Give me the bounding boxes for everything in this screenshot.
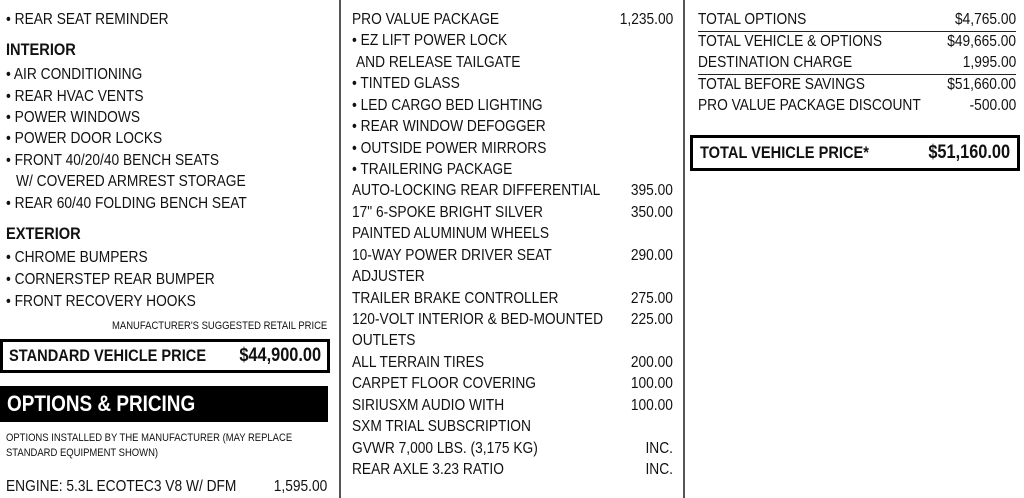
total-price-box	[690, 135, 1020, 171]
equipment-item	[6, 129, 188, 149]
option-name: SXM TRIAL SUBSCRIPTION	[352, 418, 531, 436]
equipment-item	[6, 270, 249, 290]
option-row	[352, 353, 673, 373]
option-name: TRAILER BRAKE CONTROLLER	[352, 289, 559, 307]
option-price: 275.00	[630, 289, 673, 307]
option-row	[352, 74, 673, 94]
option-name: 17" 6-SPOKE BRIGHT SILVER	[352, 203, 543, 221]
option-row	[352, 310, 673, 330]
standard-price-value: $44,900.00	[239, 345, 321, 366]
total-label: PRO VALUE PACKAGE DISCOUNT	[698, 97, 921, 114]
engine-option-row: ENGINE: 5.3L ECOTEC3 V8 W/ DFM 1,595.00	[6, 478, 327, 495]
option-price: INC.	[645, 439, 673, 457]
equipment-item	[16, 172, 283, 192]
option-name: • EZ LIFT POWER LOCK	[352, 32, 508, 50]
option-row	[352, 117, 673, 137]
option-name: GVWR 7,000 LBS. (3,175 KG)	[352, 439, 538, 457]
option-row	[352, 160, 673, 180]
option-row	[352, 203, 673, 223]
column-divider	[339, 0, 341, 498]
msrp-label: MANUFACTURER'S SUGGESTED RETAIL PRICE	[111, 320, 327, 332]
option-row	[352, 139, 673, 159]
equipment-item	[6, 248, 171, 268]
option-row	[352, 181, 673, 201]
total-row	[698, 53, 1016, 73]
option-name: • OUTSIDE POWER MIRRORS	[352, 139, 547, 157]
item-text: • AIR CONDITIONING	[6, 66, 143, 83]
option-row	[356, 53, 673, 73]
options-note: OPTIONS INSTALLED BY THE MANUFACTURER (MAY REPLACE	[6, 432, 293, 444]
total-price-label: TOTAL VEHICLE PRICE*	[700, 143, 869, 162]
option-name: AND RELEASE TAILGATE	[356, 53, 521, 71]
total-value: 1,995.00	[962, 54, 1016, 71]
equipment-item	[6, 292, 227, 312]
equipment-item	[6, 87, 166, 107]
total-label: DESTINATION CHARGE	[698, 54, 853, 71]
option-name: 10-WAY POWER DRIVER SEAT	[352, 246, 552, 264]
option-price: 290.00	[630, 246, 673, 264]
option-price: 100.00	[630, 396, 673, 414]
option-row	[352, 31, 673, 51]
option-name: • LED CARGO BED LIGHTING	[352, 96, 543, 114]
option-row	[352, 224, 673, 244]
total-value: $51,660.00	[947, 76, 1016, 93]
options-pricing-header: OPTIONS & PRICING	[0, 386, 328, 422]
option-price: 225.00	[630, 311, 673, 329]
option-name: AUTO-LOCKING REAR DIFFERENTIAL	[352, 182, 601, 200]
item-text: • REAR SEAT REMINDER	[6, 11, 169, 28]
item-text: • CHROME BUMPERS	[6, 249, 148, 266]
equipment-item	[6, 194, 286, 214]
option-row	[352, 289, 673, 309]
standard-price-label: STANDARD VEHICLE PRICE	[9, 346, 207, 365]
option-name: ALL TERRAIN TIRES	[352, 353, 485, 371]
item-text: • FRONT 40/20/40 BENCH SEATS	[6, 152, 220, 169]
item-text: W/ COVERED ARMREST STORAGE	[16, 173, 246, 190]
total-row	[698, 32, 1016, 52]
option-name: • REAR WINDOW DEFOGGER	[352, 118, 546, 136]
option-row	[352, 96, 673, 116]
total-value: -500.00	[969, 97, 1016, 114]
total-row	[698, 75, 1016, 95]
item-text: • REAR 60/40 FOLDING BENCH SEAT	[6, 195, 247, 212]
equipment-item	[6, 65, 165, 85]
option-row	[352, 439, 673, 459]
option-name: • TRAILERING PACKAGE	[352, 161, 513, 178]
option-name: • TINTED GLASS	[352, 75, 460, 93]
option-name: ADJUSTER	[352, 268, 425, 286]
option-row	[352, 10, 673, 30]
option-row	[352, 374, 673, 394]
total-value: $4,765.00	[954, 11, 1016, 28]
total-row	[698, 96, 1016, 116]
option-name: CARPET FLOOR COVERING	[352, 375, 537, 393]
section-heading	[6, 40, 87, 60]
option-row	[352, 396, 673, 416]
option-row	[352, 417, 673, 437]
option-row	[352, 331, 673, 351]
option-name: OUTLETS	[352, 332, 416, 350]
total-price-value: $51,160.00	[928, 142, 1010, 163]
item-text: INTERIOR	[6, 40, 76, 59]
option-price: 350.00	[630, 203, 673, 221]
column-divider	[683, 0, 685, 498]
option-price: 395.00	[630, 182, 673, 200]
item-text: • CORNERSTEP REAR BUMPER	[6, 271, 215, 288]
option-name: PRO VALUE PACKAGE	[352, 11, 500, 28]
option-price: 100.00	[630, 375, 673, 393]
option-price: 200.00	[630, 353, 673, 371]
total-label: TOTAL OPTIONS	[698, 11, 807, 28]
total-value: $49,665.00	[947, 33, 1016, 50]
total-label: TOTAL VEHICLE & OPTIONS	[698, 33, 883, 50]
option-row	[352, 246, 673, 266]
option-row	[352, 267, 673, 287]
total-row	[698, 10, 1016, 30]
item-text: • POWER WINDOWS	[6, 109, 140, 126]
standard-price-box	[0, 339, 330, 373]
section-heading	[6, 224, 93, 244]
option-price: INC.	[645, 461, 673, 479]
option-price: 1,235.00	[619, 11, 673, 28]
option-row	[352, 460, 673, 480]
item-text: • FRONT RECOVERY HOOKS	[6, 293, 196, 310]
option-name: PAINTED ALUMINUM WHEELS	[352, 225, 550, 243]
option-name: 120-VOLT INTERIOR & BED-MOUNTED	[352, 311, 604, 329]
equipment-item	[6, 108, 162, 128]
item-text: EXTERIOR	[6, 224, 81, 243]
options-note: STANDARD EQUIPMENT SHOWN)	[6, 447, 159, 459]
option-name: REAR AXLE 3.23 RATIO	[352, 461, 504, 479]
item-text: • POWER DOOR LOCKS	[6, 130, 163, 147]
option-name: SIRIUSXM AUDIO WITH	[352, 396, 505, 414]
total-label: TOTAL BEFORE SAVINGS	[698, 76, 865, 93]
equipment-item	[6, 151, 254, 171]
equipment-item	[6, 10, 195, 30]
item-text: • REAR HVAC VENTS	[6, 88, 144, 105]
